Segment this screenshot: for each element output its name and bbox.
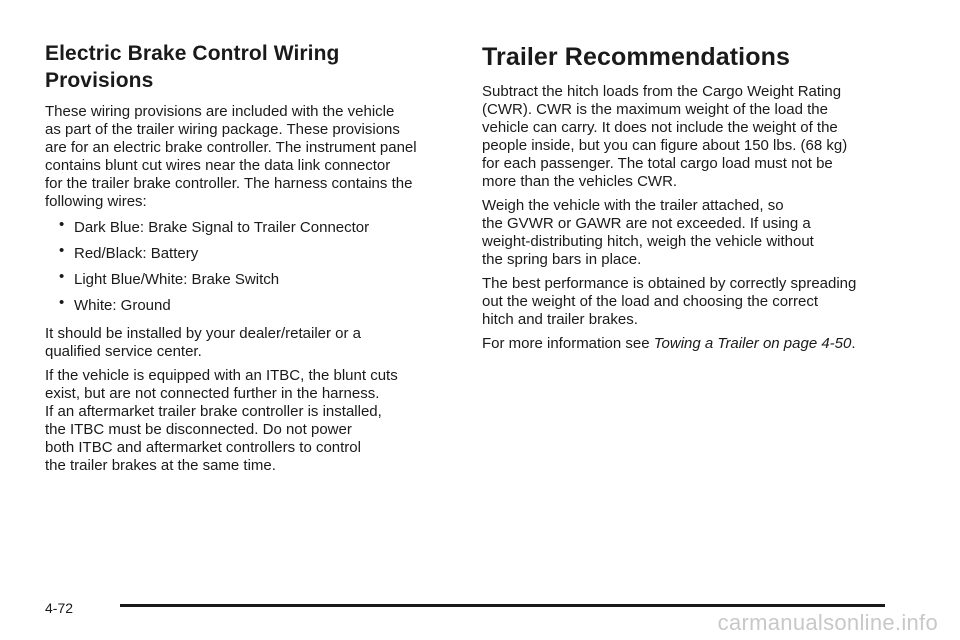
itbc-note-paragraph: If the vehicle is equipped with an ITBC, the blunt cuts exist, but are not connected further in the harness. If an aftermarket trailer brake controller is installed, the ITBC must be disconnected. Do not power both ITBC and aftermarket controllers to control the trailer brakes at the same time. — [45, 367, 398, 474]
wiring-intro-paragraph: These wiring provisions are included with the vehicle as part of the trailer wiring package. These provisions are for an electric brake controller. The instrument panel contains blunt cut wires near the data link connector for the trailer brake controller. The harness contains the following wires: — [45, 103, 417, 210]
list-item — [45, 242, 457, 263]
watermark-text: carmanualsonline.info — [717, 610, 938, 635]
wire-list — [45, 216, 457, 315]
performance-paragraph: The best performance is obtained by correctly spreading out the weight of the load and choosing the correct hitch and trailer brakes. — [482, 275, 857, 328]
footer-divider — [120, 604, 885, 607]
cwr-paragraph: Subtract the hitch loads from the Cargo Weight Rating (CWR). CWR is the maximum weight of the load the vehicle can carry. It does not include the weight of the people inside, but you can figure about 150 lbs. (68 kg) for each passenger. The total cargo load must not be more than the vehicles CWR. — [482, 83, 848, 190]
more-info-suffix: . — [851, 335, 856, 352]
wire-label: Dark Blue: Brake Signal to Trailer Connector — [74, 219, 370, 236]
bullet-icon: • — [59, 268, 65, 285]
weigh-paragraph: Weigh the vehicle with the trailer attached, so the GVWR or GAWR are not exceeded. If using a weight-distributing hitch, weigh the vehicle without the spring bars in place. — [482, 197, 814, 268]
list-item — [45, 268, 457, 289]
wire-label: White: Ground — [74, 297, 171, 314]
page-number: 4-72 — [45, 600, 74, 616]
towing-trailer-reference-link[interactable]: Towing a Trailer on page 4-50 — [653, 335, 852, 352]
install-note-paragraph: It should be installed by your dealer/retailer or a qualified service center. — [45, 325, 362, 360]
wire-label: Light Blue/White: Brake Switch — [74, 271, 280, 288]
bullet-icon: • — [59, 294, 65, 311]
more-info-prefix: For more information see — [482, 335, 654, 352]
left-column — [45, 40, 457, 481]
more-info-paragraph — [482, 335, 902, 353]
bullet-icon: • — [59, 242, 65, 259]
wire-label: Red/Black: Battery — [74, 245, 199, 262]
right-column — [482, 42, 902, 359]
section-heading-trailer-recommendations: Trailer Recommendations — [482, 43, 790, 71]
list-item — [45, 294, 457, 315]
bullet-icon: • — [59, 216, 65, 233]
section-heading-electric-brake: Electric Brake Control Wiring Provisions — [45, 42, 340, 92]
list-item — [45, 216, 457, 237]
